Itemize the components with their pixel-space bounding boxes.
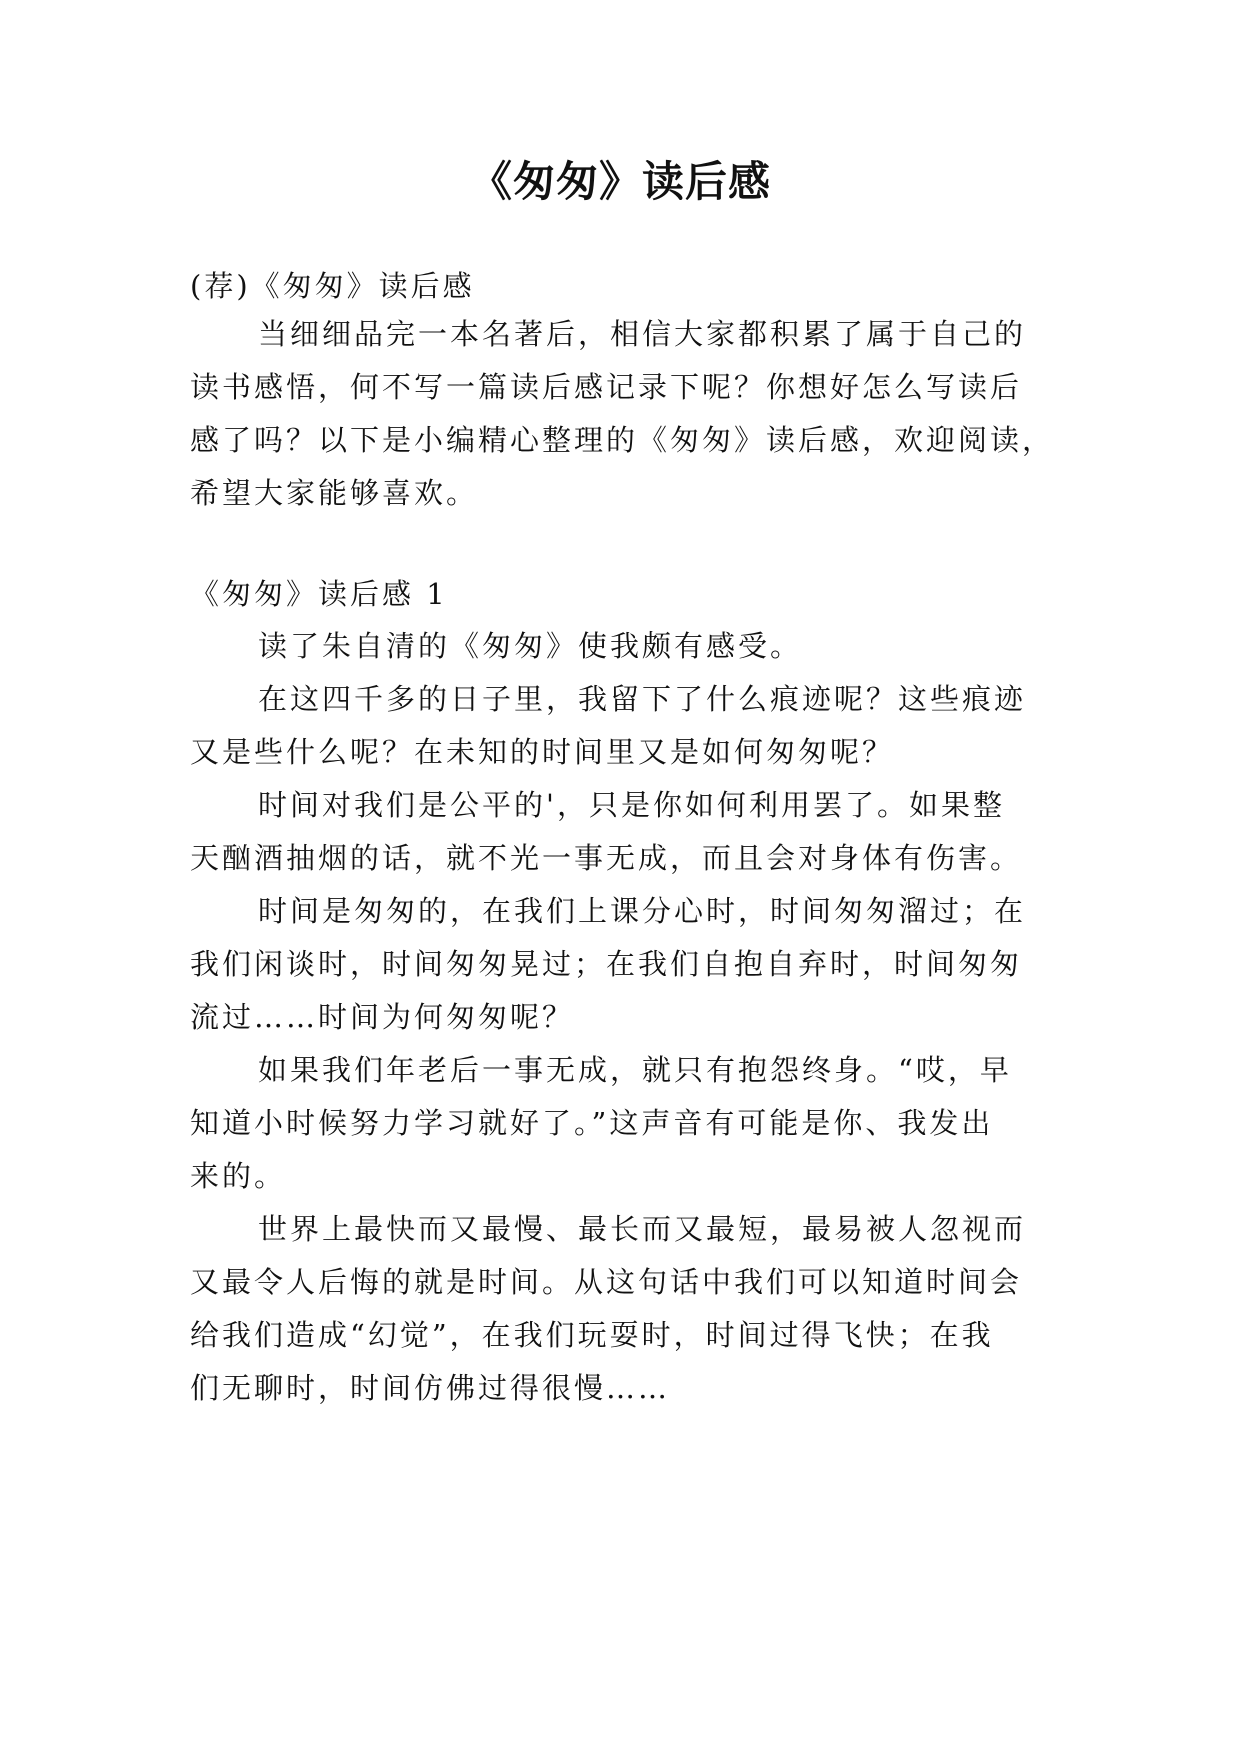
body-line: 如果我们年老后一事无成，就只有抱怨终身。“哎，早: [258, 1053, 1012, 1087]
body-line: 读了朱自清的《匆匆》使我颇有感受。: [258, 629, 803, 663]
body-line: 给我们造成“幻觉”，在我们玩耍时，时间过得飞快；在我: [190, 1318, 994, 1352]
intro-line: 读书感悟，何不写一篇读后感记录下呢？你想好怎么写读后: [190, 370, 1023, 404]
intro-line: 当细细品完一本名著后，相信大家都积累了属于自己的: [258, 317, 1027, 351]
body-line: 知道小时候努力学习就好了。”这声音有可能是你、我发出: [190, 1106, 994, 1140]
body-line: 流过……时间为何匆匆呢？: [190, 1000, 575, 1034]
body-line: 我们闲谈时，时间匆匆晃过；在我们自抱自弃时，时间匆匆: [190, 947, 1023, 981]
intro-line: 感了吗？以下是小编精心整理的《匆匆》读后感，欢迎阅读，: [190, 423, 1055, 457]
body-line: 天酗酒抽烟的话，就不光一事无成，而且会对身体有伤害。: [190, 841, 1023, 875]
body-line: 又最令人后悔的就是时间。从这句话中我们可以知道时间会: [190, 1265, 1023, 1299]
body-line: 在这四千多的日子里，我留下了什么痕迹呢？这些痕迹: [258, 682, 1027, 716]
body-line: 们无聊时，时间仿佛过得很慢……: [190, 1371, 671, 1405]
body-line: 又是些什么呢？在未知的时间里又是如何匆匆呢？: [190, 735, 895, 769]
section-heading: 《匆匆》读后感 1: [190, 577, 448, 611]
body-line: 时间对我们是公平的'，只是你如何利用罢了。如果整: [258, 788, 1005, 822]
intro-line: 希望大家能够喜欢。: [190, 476, 479, 510]
body-line: 世界上最快而又最慢、最长而又最短，最易被人忽视而: [258, 1212, 1027, 1246]
document-title: 《匆匆》读后感: [469, 157, 771, 206]
body-line: 时间是匆匆的，在我们上课分心时，时间匆匆溜过；在: [258, 894, 1027, 928]
body-line: 来的。: [190, 1159, 287, 1193]
subtitle-line: (荐)《匆匆》读后感: [190, 269, 475, 303]
